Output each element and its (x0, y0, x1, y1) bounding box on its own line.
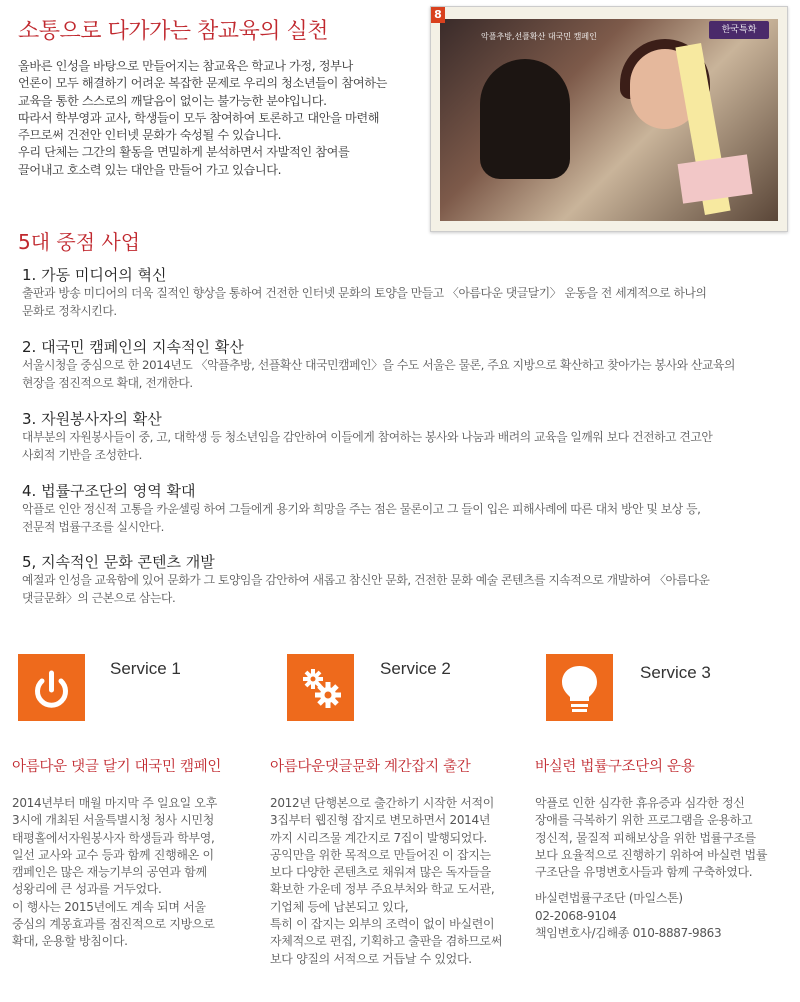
service-body-line: 보다 다양한 콘텐츠로 채워져 많은 독자들을 (270, 865, 491, 880)
service-body-line: 장애를 극복하기 위한 프로그램을 운용하고 (535, 813, 753, 828)
photo-logo: 한국특화 (709, 21, 769, 39)
service-1-body (12, 795, 217, 951)
service-body-line: 이 행사는 2015년에도 계속 되며 서울 (12, 899, 206, 914)
project-title: 5, 지속적인 문화 콘텐츠 개발 (22, 553, 215, 571)
project-title: 2. 대국민 캠페인의 지속적인 확산 (22, 338, 244, 356)
project-item (22, 265, 797, 320)
service-body-line: 캠페인은 많은 재능기부의 공연과 함께 (12, 865, 207, 880)
service-3-title: 바실련 법률구조단의 운용 (535, 759, 695, 775)
project-item (22, 337, 797, 392)
service-3-icon-box (546, 654, 613, 721)
service-body-line: 3집부터 웹진형 잡지로 변모하면서 2014년 (270, 813, 491, 828)
project-title: 3. 자원봉사자의 확산 (22, 410, 162, 428)
service-3-body (535, 795, 767, 942)
power-icon (18, 654, 85, 721)
project-item (22, 409, 797, 464)
service-contact-line: 책임변호사/김해종 010-8887-9863 (535, 926, 722, 941)
project-desc-line: 예절과 인성을 교육함에 있어 문화가 그 토양임을 감안하여 새롭고 참신안 문화, 건전한 문화 예술 콘텐츠를 지속적으로 개발하여 〈아름다운 (22, 573, 710, 587)
service-body-line: 공익만을 위한 목적으로 만들어진 이 잡지는 (270, 847, 491, 862)
page-title: 소통으로 다가가는 참교육의 실천 (18, 19, 329, 44)
project-item (22, 552, 797, 607)
lightbulb-icon (546, 654, 613, 721)
project-title: 4. 법률구조단의 영역 확대 (22, 482, 196, 500)
project-desc (22, 357, 797, 392)
project-desc-line: 현장을 점진적으로 확대, 전개한다. (22, 375, 193, 390)
project-title: 1. 가동 미디어의 혁신 (22, 266, 167, 284)
project-desc-line: 악플로 인안 정신적 고통을 카운셀링 하여 그들에게 용기와 희망을 주는 점은 물론이고 그 들이 입은 피해사례에 따른 대처 방안 및 보상 등, (22, 502, 701, 516)
service-body-line: 자체적으로 편집, 기획하고 출판을 겸하므로써 (270, 934, 503, 949)
service-body-line: 3시에 개최된 서울특별시청 청사 시민청 (12, 813, 215, 828)
service-body-line: 구조단을 유명변호사들과 함께 구축하였다. (535, 865, 753, 880)
project-desc-line: 출판과 방송 미디어의 더욱 질적인 향상을 통하여 건전한 인터넷 문화의 토양을 만들고 〈아름다운 댓글달기〉 운동을 전 세계적으로 하나의 (22, 286, 707, 300)
service-body-line: 보다 양질의 서적으로 거듭날 수 있었다. (270, 951, 472, 966)
service-3-label: Service 3 (640, 663, 711, 682)
service-body-line: 중심의 계몽효과를 점진적으로 지방으로 (12, 917, 215, 932)
service-body-line: 확대, 운용할 방침이다. (12, 934, 128, 949)
intro-line: 주므로써 건전안 인터넷 문화가 숙성될 수 있습니다. (18, 128, 282, 143)
project-desc-line: 문화로 정착시킨다. (22, 303, 117, 318)
intro-line: 언론이 모두 해결하기 어려운 복잡한 문제로 우리의 청소년들이 참여하는 (18, 76, 387, 91)
service-contact-line: 바실련법률구조단 (마일스톤) (535, 891, 683, 906)
intro-paragraph (18, 58, 423, 179)
project-item (22, 481, 797, 536)
service-body-line: 까지 시리즈물 계간지로 7집이 발행되었다. (270, 830, 487, 845)
service-body-line: 악플로 인한 심각한 휴유증과 심각한 정신 (535, 796, 745, 810)
photo-image (440, 19, 778, 221)
project-desc-line: 전문적 법률구조를 실시안다. (22, 519, 165, 534)
service-body-line: 기업체 등에 납본되고 있다, (270, 899, 409, 914)
service-2-title: 아름다운댓글문화 계간잡지 출간 (270, 759, 471, 775)
project-desc (22, 572, 797, 607)
project-desc-line: 사회적 기반을 조성한다. (22, 447, 143, 462)
project-desc-line: 대부분의 자원봉사들이 중, 고, 대학생 등 청소년임을 감안하여 이들에게 참여하는 봉사와 나눔과 배려의 교육을 일깨워 보다 건전하고 견고안 (22, 430, 713, 444)
service-2-icon-box (287, 654, 354, 721)
service-body-line: 2012년 단행본으로 출간하기 시작한 서적이 (270, 796, 495, 810)
service-1-icon-box (18, 654, 85, 721)
photo-caption: 악플추방,선플확산 대국민 캠페인 (481, 32, 597, 41)
intro-line: 올바른 인성을 바탕으로 만들어지는 참교육은 학교나 가정, 정부나 (18, 59, 353, 73)
project-desc (22, 285, 797, 320)
intro-line: 우리 단체는 그간의 활동을 면밀하게 분석하면서 자발적인 참여를 (18, 145, 350, 160)
page-number-badge: 8 (431, 7, 445, 23)
service-body-line: 성왕리에 큰 성과를 거두었다. (12, 882, 162, 897)
service-2-body (270, 795, 502, 968)
service-body-line: 특히 이 잡지는 외부의 조력이 없이 바실련이 (270, 917, 495, 932)
campaign-photo (430, 6, 788, 232)
project-desc (22, 429, 797, 464)
project-desc-line: 서울시청을 중심으로 한 2014년도 〈악플추방, 선플확산 대국민캠페인〉을 수도 서울은 물론, 주요 지방으로 확산하고 찾아가는 봉사와 산교육의 (22, 358, 735, 372)
intro-line: 끌어내고 호소력 있는 대안을 만들어 가고 있습니다. (18, 162, 282, 177)
intro-line: 따라서 학부영과 교사, 학생들이 모두 참여하여 토론하고 대안을 마련해 (18, 110, 380, 125)
service-body-line: 태평홀에서자원봉사자 학생들과 학부영, (12, 830, 215, 845)
service-2-label: Service 2 (380, 659, 451, 678)
service-body-line: 확보한 가운데 정부 주요부처와 학교 도서관, (270, 882, 495, 897)
service-body-line: 일선 교사와 교수 등과 함께 진행해온 이 (12, 847, 214, 862)
service-body-line: 정신적, 물질적 피해보상을 위한 법률구조를 (535, 830, 756, 845)
intro-line: 교육을 통한 스스로의 깨달음이 없이는 불가능한 분야입니다. (18, 93, 327, 108)
project-desc (22, 501, 797, 536)
service-body-line: 2014년부터 매월 마지막 주 일요일 오후 (12, 796, 218, 810)
section-title: 5대 중점 사업 (18, 230, 141, 254)
project-desc-line: 댓글문화〉의 근본으로 삼는다. (22, 590, 176, 605)
service-1-label: Service 1 (110, 659, 181, 678)
service-contact-line: 02-2068-9104 (535, 908, 617, 923)
gears-icon (287, 654, 354, 721)
service-body-line: 보다 요율적으로 진행하기 위하여 바실련 법률 (535, 847, 768, 862)
service-1-title: 아름다운 댓글 달기 대국민 캠페인 (12, 759, 222, 775)
